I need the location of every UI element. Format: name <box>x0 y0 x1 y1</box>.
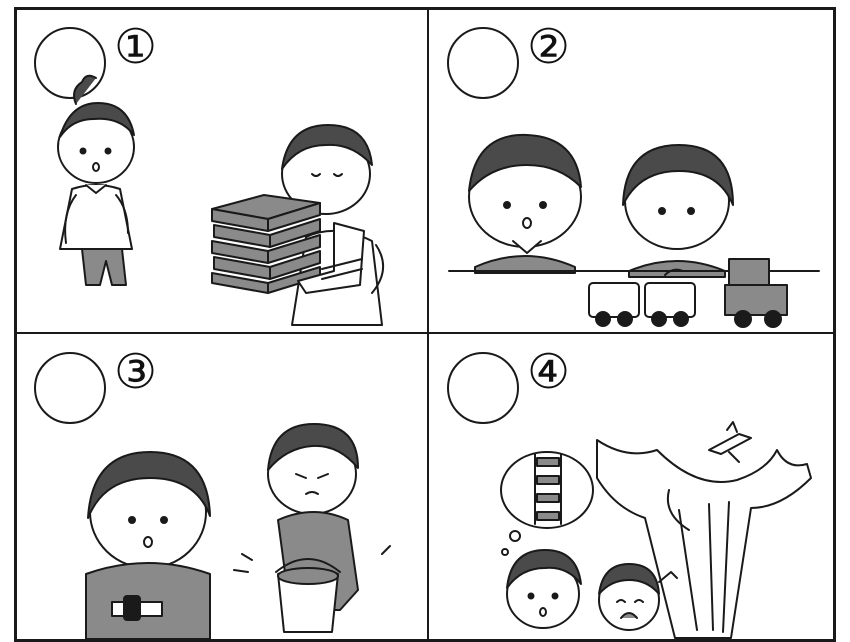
children-tree-airplane-icon <box>429 334 833 639</box>
panel-number-3: ③ <box>114 344 158 400</box>
panel-number-2: ② <box>527 19 571 75</box>
panel-3 <box>16 334 427 639</box>
children-with-toy-train-icon <box>429 9 833 332</box>
girl-watching-boy-carry-books-icon <box>16 9 427 332</box>
panel-4 <box>429 334 833 639</box>
border-right <box>833 7 836 642</box>
panel-number-4: ④ <box>527 344 571 400</box>
panel-2 <box>429 9 833 332</box>
panel-1 <box>16 9 427 332</box>
girl-watch-boy-bucket-icon <box>16 334 427 639</box>
panel-number-1: ① <box>114 19 158 75</box>
